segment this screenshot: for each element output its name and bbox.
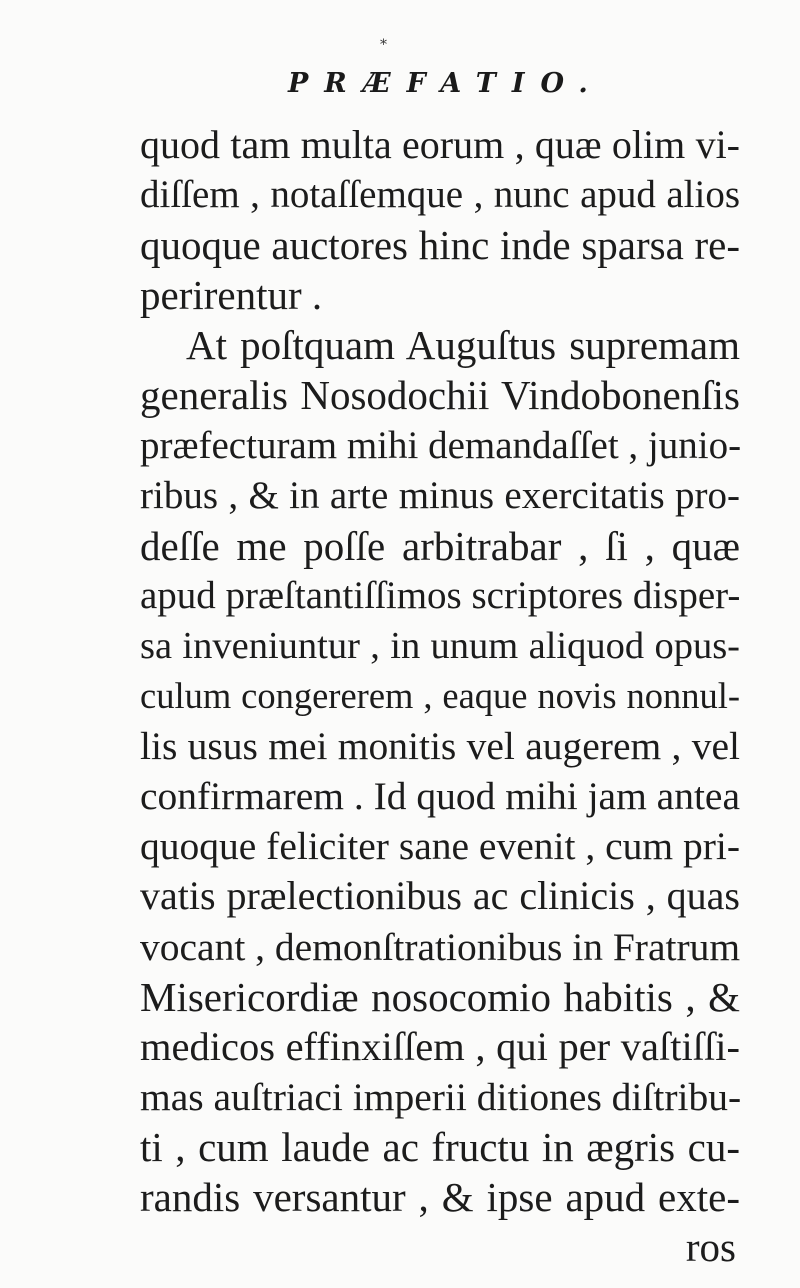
text-line: lis usus mei monitis vel augerem , vel	[140, 724, 740, 769]
text-line: vatis prælectionibus ac clinicis , quas	[140, 873, 740, 919]
text-line: diſſem , notaſſemque , nunc apud alios	[140, 173, 740, 217]
text-line: generalis Nosodochii Vindobonenſis	[140, 372, 740, 419]
signature-mark: *	[380, 37, 387, 53]
text-line: quoque feliciter sane evenit , cum pri-	[140, 824, 740, 869]
text-line: præfecturam mihi demandaſſet , junio-	[140, 423, 742, 467]
body-text	[140, 120, 740, 1272]
text-line: randis versantur , & ipse apud exte-	[140, 1173, 740, 1220]
text-line: ribus , & in arte minus exercitatis pro-	[140, 473, 740, 517]
text-line: mas auſtriaci imperii ditiones diſtribu-	[140, 1074, 742, 1119]
text-line: At poſtquam Auguſtus supremam	[186, 322, 740, 369]
text-line: vocant , demonſtrationibus in Fratrum	[140, 924, 741, 969]
text-line: Misericordiæ nosocomio habitis , &	[140, 973, 740, 1020]
running-head: PRÆFATIO.	[288, 68, 604, 99]
text-line: ti , cum laude ac fructu in ægris cu-	[140, 1123, 740, 1170]
catchword: ros	[685, 1224, 736, 1271]
text-line: perirentur .	[140, 272, 323, 319]
text-line: quoque auctores hinc inde sparsa re-	[140, 222, 740, 269]
text-line: confirmarem . Id quod mihi jam antea	[140, 774, 740, 819]
text-line: sa inveniuntur , in unum aliquod opus-	[140, 624, 740, 667]
text-line: apud præſtantiſſimos scriptores disper-	[140, 573, 741, 617]
text-line: quod tam multa eorum , quæ olim vi-	[140, 122, 740, 167]
text-line: culum congererem , eaque novis nonnul-	[140, 675, 740, 717]
text-line: medicos effinxiſſem , qui per vaſtiſſi-	[140, 1023, 740, 1069]
text-line: deſſe me poſſe arbitrabar , ſi , quæ	[140, 522, 740, 569]
